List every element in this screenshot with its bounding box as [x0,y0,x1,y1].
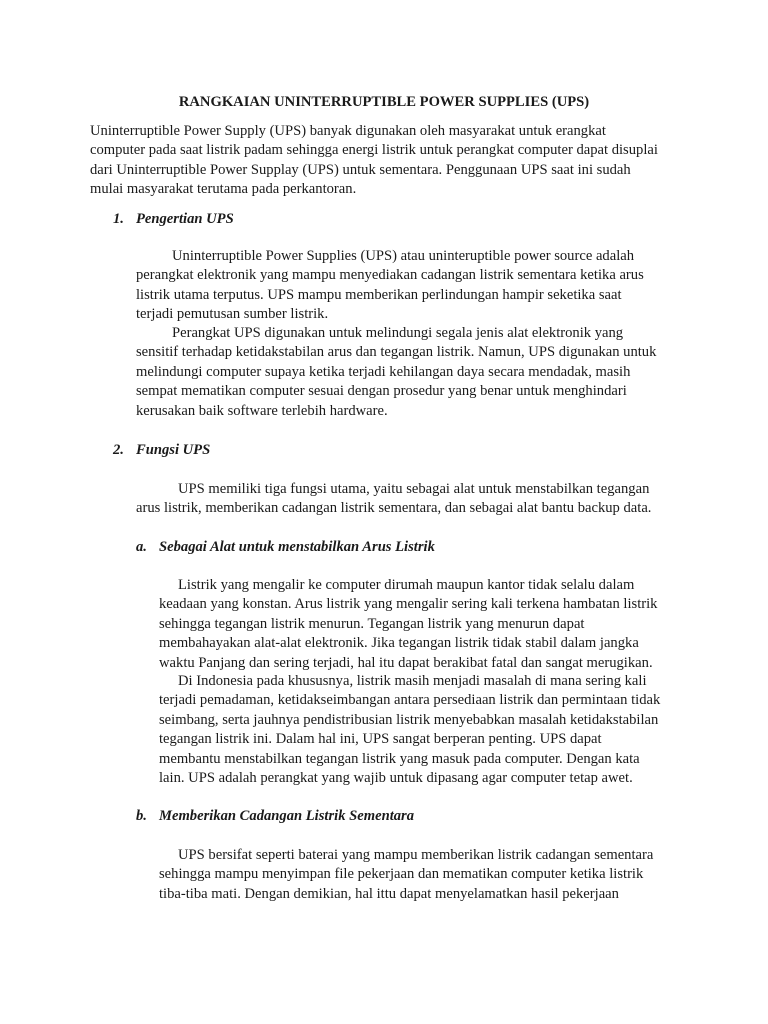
paragraph-line: Uninterruptible Power Supplies (UPS) atau uninteruptible power source adalah [172,248,635,264]
section-2-number: 2. [113,442,124,458]
intro-paragraph [90,122,690,200]
intro-line: computer pada saat listrik padam sehingga energi listrik untuk perangkat computer dapat disuplai [90,142,658,159]
section-2-heading-text: Fungsi UPS [136,442,211,458]
intro-line: dari Uninterruptible Power Supplay (UPS) untuk sementara. Penggunaan UPS saat ini sudah [90,161,631,178]
paragraph-line: lain. UPS adalah perangkat yang wajib untuk dipasang agar computer tetap awet. [159,770,633,787]
subsection-a-letter: a. [136,539,147,555]
section-2-heading [113,441,210,460]
section-2-paragraph [136,480,696,519]
paragraph-line: terjadi pemutusan sumber listrik. [136,306,329,323]
intro-line: mulai masyarakat terutama pada perkantoran. [90,181,357,198]
subsection-a-heading-text: Sebagai Alat untuk menstabilkan Arus Listrik [159,539,435,555]
paragraph-line: arus listrik, memberikan cadangan listrik sementara, dan sebagai alat bantu backup data. [136,500,652,517]
section-1-paragraph-2 [136,324,696,421]
section-1-number: 1. [113,211,124,227]
subsection-b-heading-text: Memberikan Cadangan Listrik Sementara [159,808,415,824]
subsection-b-heading [136,807,414,826]
paragraph-line: waktu Panjang dan sering terjadi, hal itu dapat berakibat fatal dan sangat merugikan. [159,654,653,671]
subsection-b-letter: b. [136,808,147,824]
paragraph-line: perangkat elektronik yang mampu menyediakan cadangan listrik sementara ketika arus [136,267,644,284]
paragraph-line: membahayakan alat-alat elektronik. Jika tegangan listrik tidak stabil dalam jangka [159,635,639,652]
document-title: RANGKAIAN UNINTERRUPTIBLE POWER SUPPLIES (UPS) [178,94,590,110]
paragraph-line: Perangkat UPS digunakan untuk melindungi segala jenis alat elektronik yang [172,325,624,341]
section-1-paragraph-1 [136,247,696,325]
intro-line: Uninterruptible Power Supply (UPS) banyak digunakan oleh masyarakat untuk erangkat [90,123,606,139]
paragraph-line: sensitif terhadap ketidakstabilan arus dan tegangan listrik. Namun, UPS digunakan untuk [136,344,657,361]
paragraph-line: terjadi pemadaman, ketidakseimbangan antara persediaan listrik dan permintaan tidak [159,692,661,709]
paragraph-line: melindungi computer supaya ketika terjadi kehilangan daya secara mendadak, masih [136,363,631,380]
paragraph-line: listrik utama terputus. UPS mampu memberikan perlindungan hampir seketika saat [136,286,622,303]
subsection-a-paragraph-1 [159,576,699,673]
paragraph-line: tegangan listrik ini. Dalam hal ini, UPS sangat berperan penting. UPS dapat [159,731,602,748]
paragraph-line: seimbang, serta jauhnya pendistribusian listrik menyebabkan masalah ketidakstabilan [159,711,659,728]
paragraph-line: sehingga tegangan listrik menurun. Tegangan listrik yang menurun dapat [159,615,585,632]
section-1-heading-text: Pengertian UPS [136,211,234,227]
paragraph-line: Listrik yang mengalir ke computer dirumah maupun kantor tidak selalu dalam [178,577,635,593]
paragraph-line: kerusakan baik software terlebih hardware. [136,402,388,419]
subsection-a-heading [136,538,435,557]
paragraph-line: sehingga mampu menyimpan file pekerjaan dan mematikan computer ketika listrik [159,866,644,883]
paragraph-line: membantu menstabilkan tegangan listrik yang masuk pada computer. Dengan kata [159,750,640,767]
paragraph-line: Di Indonesia pada khususnya, listrik masih menjadi masalah di mana sering kali [178,673,647,689]
paragraph-line: UPS memiliki tiga fungsi utama, yaitu sebagai alat untuk menstabilkan tegangan [178,481,650,497]
subsection-a-paragraph-2 [159,672,699,788]
subsection-b-paragraph [159,846,699,904]
paragraph-line: keadaan yang konstan. Arus listrik yang mengalir sering kali terkena hambatan listrik [159,596,658,613]
paragraph-line: tiba-tiba mati. Dengan demikian, hal ittu dapat menyelamatkan hasil pekerjaan [159,885,619,902]
section-1-heading [113,210,234,229]
paragraph-line: UPS bersifat seperti baterai yang mampu memberikan listrik cadangan sementara [178,847,654,863]
paragraph-line: sempat mematikan computer sesuai dengan prosedur yang benar untuk menghindari [136,383,627,400]
